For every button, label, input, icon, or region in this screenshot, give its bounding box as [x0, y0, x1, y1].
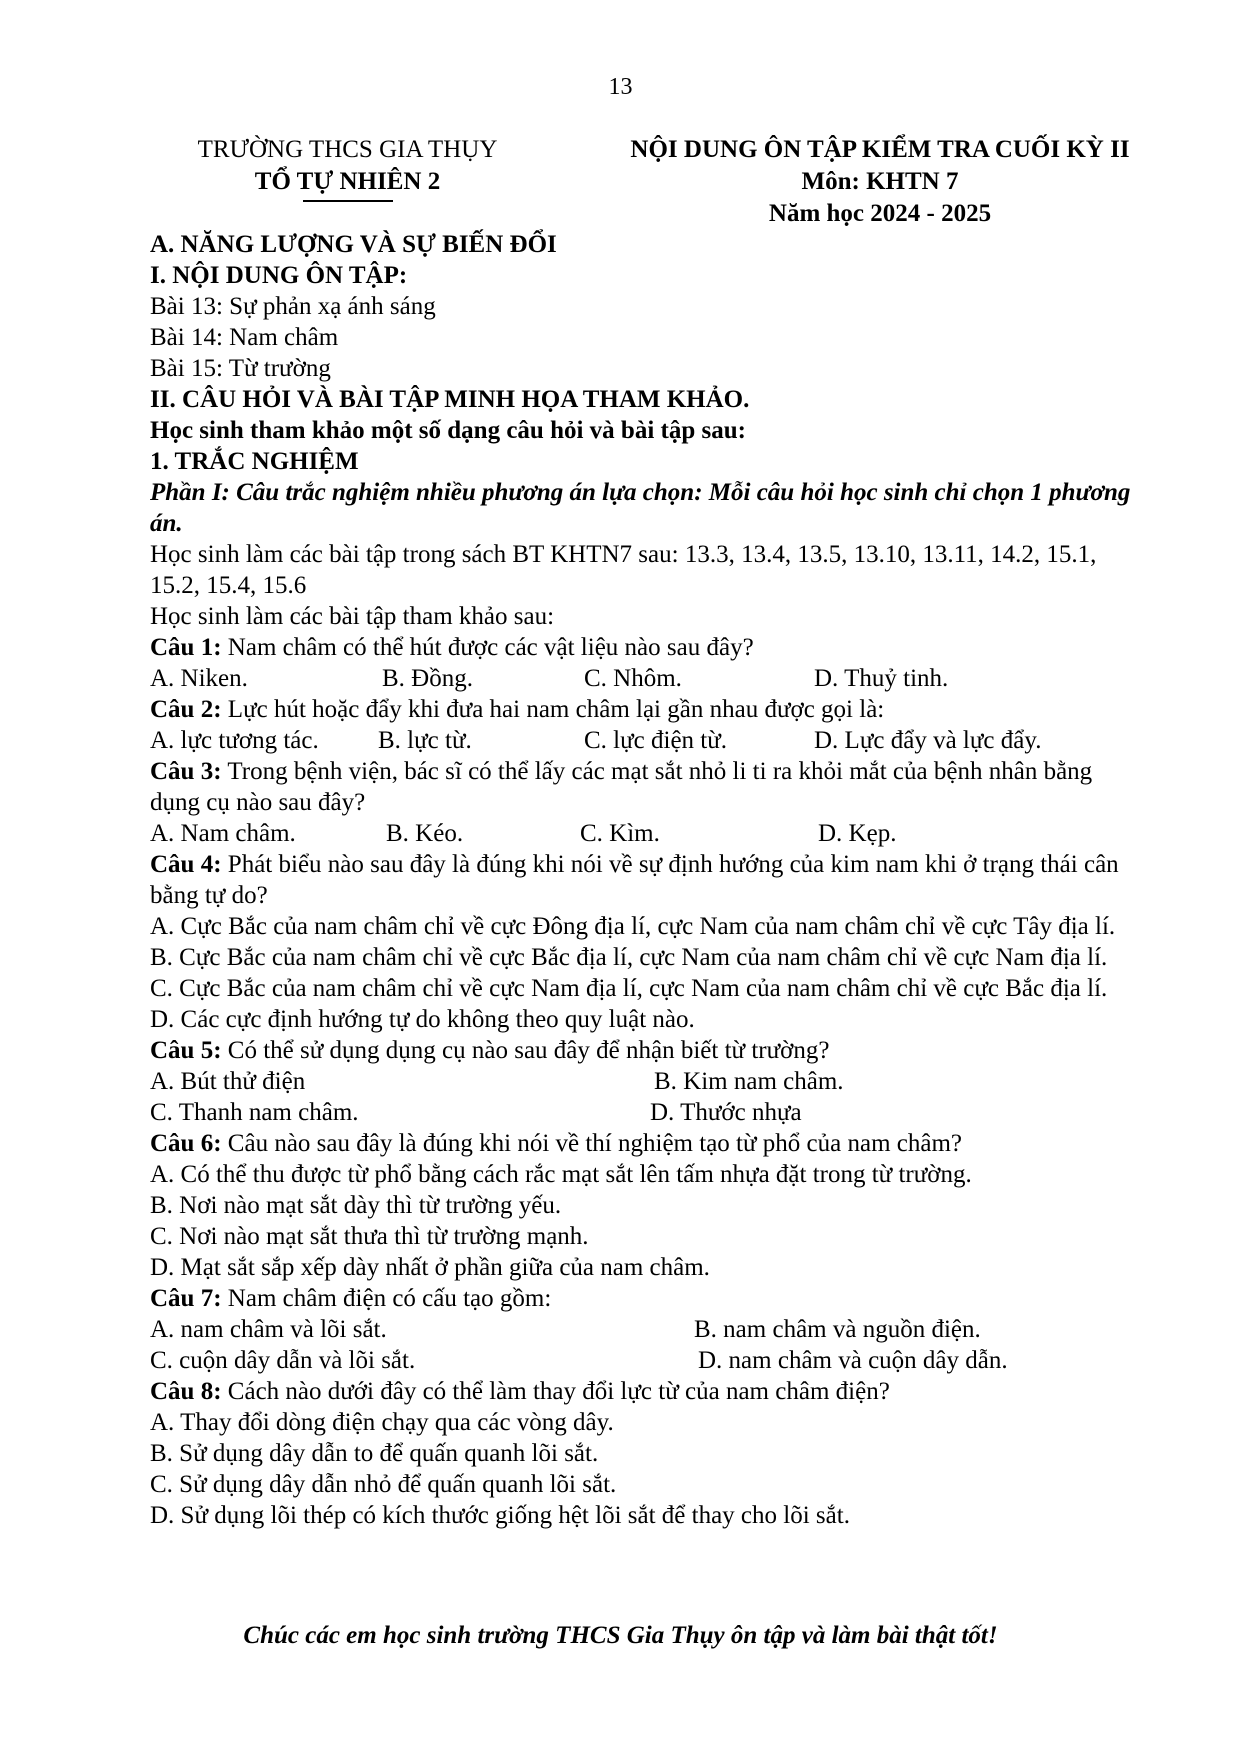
question-3 — [150, 756, 1140, 818]
question-label: Câu 4: — [150, 851, 222, 878]
section-a-heading: A. NĂNG LƯỢNG VÀ SỰ BIẾN ĐỔI — [150, 231, 557, 258]
question-8 — [150, 1376, 1140, 1407]
question-text: Có thể sử dụng dụng cụ nào sau đây để nhận biết từ trường? — [221, 1037, 830, 1064]
option-d: D. Lực đẩy và lực đẩy. — [814, 727, 1042, 754]
option-a: A. Nam châm. — [150, 820, 296, 847]
option-d: D. Các cực định hướng tự do không theo quy luật nào. — [150, 1006, 695, 1033]
subject-label: Môn: KHTN 7 — [801, 168, 959, 195]
question-5-options-row2 — [150, 1097, 1140, 1128]
document-body — [150, 229, 1140, 1531]
option-b: B. nam châm và nguồn điện. — [694, 1316, 981, 1343]
option-d: D. Thước nhựa — [650, 1099, 802, 1126]
option-c: C. lực điện từ. — [584, 727, 728, 754]
question-5-options-row1 — [150, 1066, 1140, 1097]
option-a: A. Thay đổi dòng điện chạy qua các vòng dây. — [150, 1409, 614, 1436]
question-label: Câu 3: — [150, 758, 222, 785]
question-7 — [150, 1283, 1140, 1314]
option-b: B. Kéo. — [386, 820, 464, 847]
school-year: Năm học 2024 - 2025 — [768, 200, 992, 227]
question-1 — [150, 632, 1140, 663]
question-text: Cách nào dưới đây có thể làm thay đổi lực từ của nam châm điện? — [221, 1378, 890, 1405]
question-3-options — [150, 818, 1140, 849]
option-c: C. Nơi nào mạt sắt thưa thì từ trường mạnh. — [150, 1223, 589, 1250]
workbook-exercises: Học sinh làm các bài tập trong sách BT KHTN7 sau: 13.3, 13.4, 13.5, 13.10, 13.11, 14.2, 15.1, 15.2, 15.4, 15.6 — [150, 541, 1097, 599]
option-a: A. lực tương tác. — [150, 727, 319, 754]
document-title: NỘI DUNG ÔN TẬP KIỂM TRA CUỐI KỲ II — [630, 136, 1130, 163]
section-i-heading: I. NỘI DUNG ÔN TẬP: — [150, 262, 408, 289]
option-d: D. Kẹp. — [818, 820, 897, 847]
question-text: Câu nào sau đây là đúng khi nói về thí nghiệm tạo từ phổ của nam châm? — [221, 1130, 963, 1157]
question-label: Câu 8: — [150, 1378, 222, 1405]
option-b: B. lực từ. — [378, 727, 472, 754]
question-text: Nam châm điện có cấu tạo gồm: — [221, 1285, 552, 1312]
intro-text: Học sinh tham khảo một số dạng câu hỏi và bài tập sau: — [150, 417, 746, 444]
question-7-options-row2 — [150, 1345, 1140, 1376]
option-a: A. nam châm và lõi sắt. — [150, 1316, 387, 1343]
header-left — [165, 134, 530, 202]
question-text: Trong bệnh viện, bác sĩ có thể lấy các mạt sắt nhỏ li ti ra khỏi mắt của bệnh nhân bằng dụng cụ nào sau đây? — [150, 758, 1093, 816]
part1-heading: 1. TRẮC NGHIỆM — [150, 448, 359, 475]
question-2-options — [150, 725, 1140, 756]
question-label: Câu 1: — [150, 634, 222, 661]
option-d: D. Thuỷ tinh. — [814, 665, 949, 692]
option-a: A. Có thể thu được từ phổ bằng cách rắc mạt sắt lên tấm nhựa đặt trong từ trường. — [150, 1161, 972, 1188]
option-d: D. Sử dụng lõi thép có kích thước giống hệt lõi sắt để thay cho lõi sắt. — [150, 1502, 850, 1529]
lesson-item: Bài 13: Sự phản xạ ánh sáng — [150, 293, 436, 320]
header-right — [600, 134, 1160, 230]
question-6 — [150, 1128, 1140, 1159]
part1-instruction: Phần I: Câu trắc nghiệm nhiều phương án lựa chọn: Mỗi câu hỏi học sinh chỉ chọn 1 phương án. — [150, 479, 1131, 537]
question-4 — [150, 849, 1140, 911]
lesson-item: Bài 14: Nam châm — [150, 324, 339, 351]
option-c: C. Sử dụng dây dẫn nhỏ để quấn quanh lõi sắt. — [150, 1471, 617, 1498]
option-a: A. Bút thử điện — [150, 1068, 306, 1095]
question-text: Nam châm có thể hút được các vật liệu nào sau đây? — [221, 634, 754, 661]
option-c: C. Thanh nam châm. — [150, 1099, 359, 1126]
question-text: Lực hút hoặc đẩy khi đưa hai nam châm lại gần nhau được gọi là: — [221, 696, 885, 723]
question-5 — [150, 1035, 1140, 1066]
option-a: A. Niken. — [150, 665, 248, 692]
question-label: Câu 2: — [150, 696, 222, 723]
header-rule — [303, 200, 393, 202]
option-b: B. Nơi nào mạt sắt dày thì từ trường yếu. — [150, 1192, 562, 1219]
closing-message: Chúc các em học sinh trường THCS Gia Thụy ôn tập và làm bài thật tốt! — [243, 1622, 998, 1649]
option-c: C. Cực Bắc của nam châm chỉ về cực Nam địa lí, cực Nam của nam châm chỉ về cực Bắc địa lí. — [150, 975, 1108, 1002]
lesson-item: Bài 15: Từ trường — [150, 355, 331, 382]
question-label: Câu 6: — [150, 1130, 222, 1157]
option-c: C. Nhôm. — [584, 665, 682, 692]
option-d: D. Mạt sắt sắp xếp dày nhất ở phần giữa của nam châm. — [150, 1254, 710, 1281]
section-ii-heading: II. CÂU HỎI VÀ BÀI TẬP MINH HỌA THAM KHẢO. — [150, 386, 750, 413]
option-c: C. Kìm. — [580, 820, 660, 847]
group-name: TỔ TỰ NHIÊN 2 — [254, 168, 441, 195]
question-text: Phát biểu nào sau đây là đúng khi nói về sự định hướng của kim nam khi ở trạng thái cân bằng tự do? — [150, 851, 1119, 909]
option-b: B. Kim nam châm. — [654, 1068, 844, 1095]
option-b: B. Đồng. — [382, 665, 473, 692]
question-label: Câu 5: — [150, 1037, 222, 1064]
question-2 — [150, 694, 1140, 725]
reference-intro: Học sinh làm các bài tập tham khảo sau: — [150, 603, 555, 630]
question-7-options-row1 — [150, 1314, 1140, 1345]
option-d: D. nam châm và cuộn dây dẫn. — [698, 1347, 1008, 1374]
page-number: 13 — [608, 74, 633, 100]
option-c: C. cuộn dây dẫn và lõi sắt. — [150, 1347, 416, 1374]
question-1-options — [150, 663, 1140, 694]
option-b: B. Cực Bắc của nam châm chỉ về cực Bắc địa lí, cực Nam của nam châm chỉ về cực Nam địa lí. — [150, 944, 1108, 971]
option-b: B. Sử dụng dây dẫn to để quấn quanh lõi sắt. — [150, 1440, 599, 1467]
school-name: TRƯỜNG THCS GIA THỤY — [197, 136, 498, 163]
option-a: A. Cực Bắc của nam châm chỉ về cực Đông địa lí, cực Nam của nam châm chỉ về cực Tây địa lí. — [150, 913, 1116, 940]
question-label: Câu 7: — [150, 1285, 222, 1312]
